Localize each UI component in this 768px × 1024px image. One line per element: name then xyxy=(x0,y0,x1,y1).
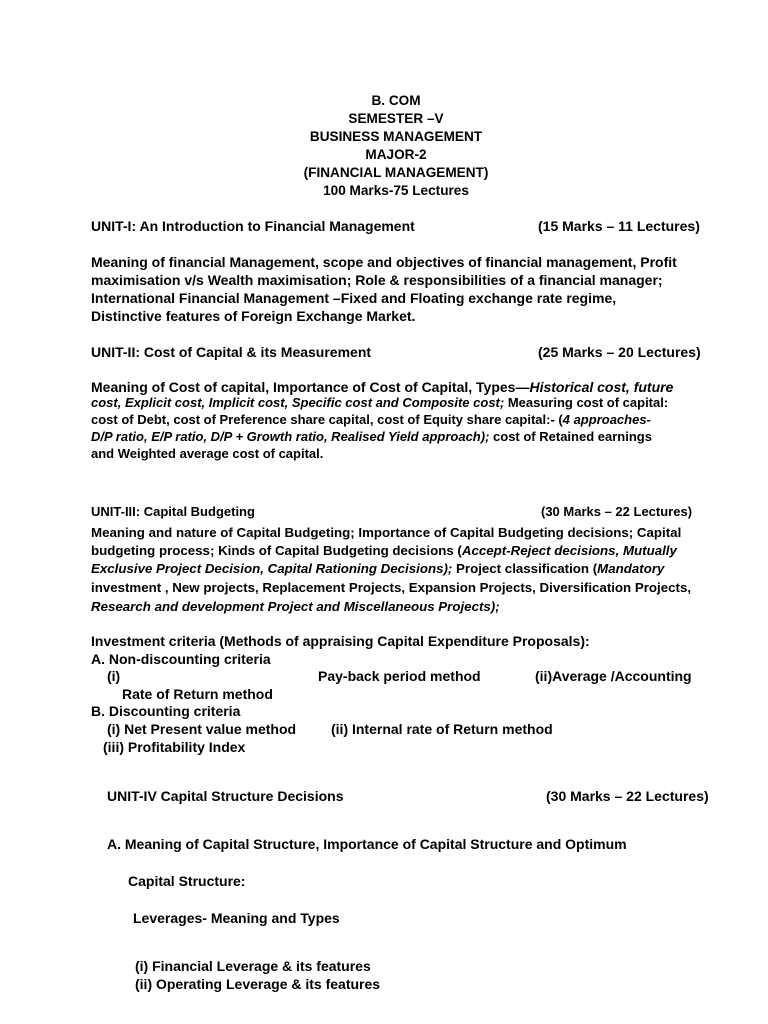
semester: SEMESTER –V xyxy=(348,111,444,126)
criteria-b-ii: (ii) Internal rate of Return method xyxy=(331,721,553,737)
investment-heading: Investment criteria (Methods of appraising Capital Expenditure Proposals): xyxy=(91,633,590,649)
unit3-line: Meaning and nature of Capital Budgeting; Importance of Capital Budgeting decisions; Capital xyxy=(91,525,682,540)
unit3-line: budgeting process; Kinds of Capital Budgeting decisions (Accept-Reject decisions, Mutually xyxy=(91,543,677,558)
unit3-line: Exclusive Project Decision, Capital Rationing Decisions); Project classification (Mandatory xyxy=(91,561,665,576)
unit2-line: and Weighted average cost of capital. xyxy=(91,446,324,461)
unit4-title: UNIT-IV Capital Structure Decisions xyxy=(107,788,344,804)
criteria-b: B. Discounting criteria xyxy=(91,703,241,719)
unit4-a: A. Meaning of Capital Structure, Importance of Capital Structure and Optimum xyxy=(107,836,627,852)
marks-lectures: 100 Marks-75 Lectures xyxy=(323,183,469,198)
subject: BUSINESS MANAGEMENT xyxy=(309,129,483,144)
criteria-a-ii: (ii)Average /Accounting xyxy=(535,668,692,684)
major: MAJOR-2 xyxy=(365,147,427,162)
unit1-line: Distinctive features of Foreign Exchange Market. xyxy=(91,308,416,324)
criteria-b-iii: (iii) Profitability Index xyxy=(103,739,246,755)
unit3-title: UNIT-III: Capital Budgeting xyxy=(91,504,255,519)
course-code: B. COM xyxy=(371,93,421,108)
unit2-title: UNIT-II: Cost of Capital & its Measurement xyxy=(91,344,372,360)
criteria-a: A. Non-discounting criteria xyxy=(91,651,271,667)
unit2-line: Meaning of Cost of capital, Importance of Cost of Capital, Types—Historical cost, future xyxy=(91,379,674,395)
paper-title: (FINANCIAL MANAGEMENT) xyxy=(303,165,489,180)
unit4-lev-i: (i) Financial Leverage & its features xyxy=(135,958,371,974)
unit1-title: UNIT-I: An Introduction to Financial Management xyxy=(91,218,415,234)
criteria-a-ii-cont: Rate of Return method xyxy=(122,686,273,702)
unit4-marks: (30 Marks – 22 Lectures) xyxy=(546,788,709,804)
unit1-line: maximisation v/s Wealth maximisation; Role & responsibilities of a financial manager; xyxy=(91,272,663,288)
criteria-a-i: Pay-back period method xyxy=(318,668,481,684)
criteria-a-i-num: (i) xyxy=(107,668,121,684)
unit1-line: International Financial Management –Fixed and Floating exchange rate regime, xyxy=(91,290,617,306)
unit3-line: investment , New projects, Replacement Projects, Expansion Projects, Diversification Projects, xyxy=(91,580,692,595)
unit3-marks: (30 Marks – 22 Lectures) xyxy=(541,504,693,519)
criteria-b-i: (i) Net Present value method xyxy=(107,721,297,737)
unit4-leverages: Leverages- Meaning and Types xyxy=(133,910,340,926)
unit2-line: cost, Explicit cost, Implicit cost, Specific cost and Composite cost; Measuring cost of capital: xyxy=(91,395,669,410)
unit2-marks: (25 Marks – 20 Lectures) xyxy=(538,344,701,360)
unit4-lev-ii: (ii) Operating Leverage & its features xyxy=(135,976,381,992)
unit1-marks: (15 Marks – 11 Lectures) xyxy=(538,218,700,234)
unit3-line: Research and development Project and Miscellaneous Projects); xyxy=(91,599,500,614)
unit4-a-cont: Capital Structure: xyxy=(128,873,246,889)
unit2-line: cost of Debt, cost of Preference share capital, cost of Equity share capital:- (4 approaches- xyxy=(91,412,651,427)
unit1-line: Meaning of financial Management, scope and objectives of financial management, Profit xyxy=(91,254,677,270)
unit2-line: D/P ratio, E/P ratio, D/P + Growth ratio, Realised Yield approach); cost of Retained earnings xyxy=(91,429,652,444)
